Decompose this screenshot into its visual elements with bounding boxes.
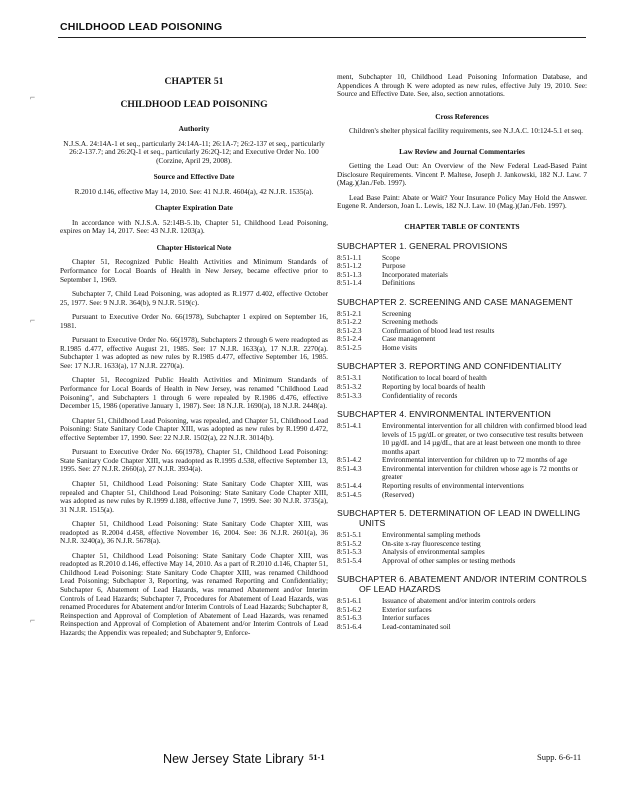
chapter-title: CHILDHOOD LEAD POISONING	[120, 99, 268, 110]
section-title: Approval of other samples or testing methods	[382, 555, 516, 565]
section-number: 8:51-3.2	[337, 382, 362, 392]
section-title: Screening methods	[382, 317, 438, 327]
section-list	[337, 422, 587, 499]
section-title: Purpose	[382, 261, 406, 271]
section-title: Case management	[382, 334, 436, 344]
section-list	[337, 310, 587, 353]
history-continued: ment, Subchapter 10, Childhood Lead Poisoning Information Database, and Appendices A through K were adopted as new rules, effective July 19, 2010. See: Source and Effective Date. See, also, section annotations.	[337, 72, 587, 99]
history-paragraph: Chapter 51, Recognized Public Health Activities and Minimum Standards of Performance for Local Boards of Health in New Jersey, was renamed "Childhood Lead Poisoning", and Subchapters 1 through 6 were repealed by R.1986 d.476, effective December 15, 1986 (operative January 1, 1987). See: 18 N.J.R. 1690(a), 18 N.J.R. 2448(a).	[60, 375, 328, 411]
section-row	[337, 491, 587, 500]
authority-text: N.J.S.A. 24:14A-1 et seq., particularly 24:14A-11; 26:1A-7; 26:2-137 et seq., particularly 26:2-137.7; and 26:2Q-1 et seq., particularly 26:2Q-12; and Executive Order No. 100 (Corzine, April 29, 2008).	[63, 138, 325, 165]
section-number: 8:51-2.2	[337, 317, 362, 327]
section-number: 8:51-2.5	[337, 342, 362, 352]
section-title: Lead-contaminated soil	[382, 621, 451, 631]
section-number: 8:51-6.3	[337, 613, 362, 623]
section-title: Environmental sampling methods	[382, 530, 481, 540]
section-number: 8:51-1.2	[337, 261, 362, 271]
section-title: Confidentiality of records	[382, 390, 458, 400]
section-number: 8:51-5.1	[337, 530, 362, 540]
section-row	[337, 310, 587, 319]
section-list	[337, 597, 587, 631]
section-number: 8:51-4.3	[337, 463, 362, 473]
section-title: Interior surfaces	[382, 613, 430, 623]
subchapter-heading: SUBCHAPTER 6. ABATEMENT AND/OR INTERIM CONTROLS OF LEAD HAZARDS	[337, 574, 587, 595]
subchapter-heading: SUBCHAPTER 1. GENERAL PROVISIONS	[337, 240, 508, 251]
section-number: 8:51-5.3	[337, 547, 362, 557]
law-review-item: Getting the Lead Out: An Overview of the New Federal Lead-Based Paint Disclosure Requirements. Vincent P. Maltese, Joseph J. Jankowski, 182 N.J. Law. 7 (Mag.)(Jan./Feb. 1997).	[337, 161, 587, 188]
section-title: Notification to local board of health	[382, 373, 487, 383]
subchapter-heading: SUBCHAPTER 5. DETERMINATION OF LEAD IN DWELLING UNITS	[337, 508, 581, 529]
section-row	[337, 383, 587, 392]
page-number: 51-1	[309, 752, 325, 762]
section-number: 8:51-4.4	[337, 480, 362, 490]
expiration-text: In accordance with N.J.S.A. 52:14B-5.1b, Chapter 51, Childhood Lead Poisoning, expires on May 14, 2017. See: 43 N.J.R. 1203(a).	[60, 217, 328, 236]
section-title: Environmental intervention for children up to 72 months of age	[382, 455, 568, 465]
section-title: Home visits	[382, 342, 418, 352]
subchapter-heading: SUBCHAPTER 2. SCREENING AND CASE MANAGEMENT	[337, 296, 573, 307]
section-number: 8:51-1.3	[337, 269, 362, 279]
section-number: 8:51-2.3	[337, 325, 362, 335]
section-row	[337, 279, 587, 288]
section-list	[337, 531, 587, 565]
history-paragraph: Chapter 51, Childhood Lead Poisoning: State Sanitary Code Chapter XIII, was readopted as R.2004 d.458, effective November 16, 2004. See: 36 N.J.R. 2601(a), 36 N.J.R. 3240(a), 36 N.J.R. 5678(a).	[60, 519, 328, 546]
section-row	[337, 614, 587, 623]
header-rule	[58, 37, 586, 38]
section-number: 8:51-6.4	[337, 621, 362, 631]
section-title: Reporting results of environmental interventions	[382, 480, 524, 490]
history-heading: Chapter Historical Note	[156, 242, 232, 252]
history-paragraph: Subchapter 7, Child Lead Poisoning, was adopted as R.1977 d.402, effective October 25, 1977. See: 9 N.J.R. 364(b), 9 N.J.R. 519(c).	[60, 289, 328, 307]
section-row	[337, 392, 587, 401]
section-row	[337, 327, 587, 336]
subchapter-heading: SUBCHAPTER 4. ENVIRONMENTAL INTERVENTION	[337, 409, 551, 420]
section-title: Confirmation of blood lead test results	[382, 325, 495, 335]
section-number: 8:51-5.4	[337, 555, 362, 565]
section-row	[337, 465, 587, 482]
cross-references-heading: Cross References	[435, 111, 489, 121]
section-title: Scope	[382, 252, 400, 262]
section-title: Exterior surfaces	[382, 604, 432, 614]
supplement-date: Supp. 6-6-11	[537, 752, 582, 762]
history-paragraph: Chapter 51, Childhood Lead Poisoning: State Sanitary Code Chapter XIII, was repealed and Chapter 51, Childhood Lead Poisoning: State Sanitary Code Chapter XIII, was adopted as new rules by R.1999 d.188, effective June 7, 1999. See: 30 N.J.R. 3735(a), 31 N.J.R. 1515(a).	[60, 478, 328, 514]
history-paragraph: Pursuant to Executive Order No. 66(1978), Chapter 51, Childhood Lead Poisoning: State Sanitary Code Chapter XIII, was readopted as R.1995 d.538, effective September 13, 1995. See: 27 N.J.R. 2660(a), 27 N.J.R. 3934(a).	[60, 447, 328, 474]
section-number: 8:51-6.1	[337, 596, 362, 606]
left-column	[60, 76, 328, 643]
section-number: 8:51-2.4	[337, 334, 362, 344]
section-number: 8:51-5.2	[337, 538, 362, 548]
section-list	[337, 254, 587, 288]
right-column	[337, 73, 587, 631]
expiration-heading: Chapter Expiration Date	[155, 203, 233, 213]
section-list	[337, 374, 587, 400]
section-number: 8:51-4.2	[337, 455, 362, 465]
section-title: On-site x-ray fluorescence testing	[382, 538, 481, 548]
section-number: 8:51-4.1	[337, 421, 362, 431]
section-row	[337, 482, 587, 491]
cross-references-text: Children's shelter physical facility requirements, see N.J.A.C. 10:124-5.1 et seq.	[349, 126, 583, 136]
section-row	[337, 557, 587, 566]
section-number: 8:51-6.2	[337, 604, 362, 614]
section-row	[337, 597, 587, 606]
subchapter-heading: SUBCHAPTER 3. REPORTING AND CONFIDENTIALITY	[337, 361, 562, 372]
section-row	[337, 422, 587, 456]
section-number: 8:51-1.4	[337, 278, 362, 288]
library-footer: New Jersey State Library	[163, 752, 304, 766]
source-heading: Source and Effective Date	[153, 172, 235, 182]
section-row	[337, 335, 587, 344]
history-paragraph: Chapter 51, Recognized Public Health Activities and Minimum Standards of Performance for Local Boards of Health in New Jersey, became effective prior to September 1, 1969.	[60, 257, 328, 284]
section-title: (Reserved)	[382, 489, 415, 499]
section-title: Environmental intervention for children whose age is 72 months or greater	[382, 463, 578, 482]
history-paragraph: Chapter 51, Childhood Lead Poisoning, was repealed, and Chapter 51, Childhood Lead Poisoning: State Sanitary Code Chapter XIII, was adopted as new rules by R.1990 d.472, effective September 17, 1990. See: 22 N.J.R. 1502(a), 22 N.J.R. 3014(b).	[60, 415, 328, 442]
margin-mark: ⌐	[30, 315, 36, 325]
section-title: Incorporated materials	[382, 269, 448, 279]
law-review-item: Lead Base Paint: Abate or Wait? Your Insurance Policy May Hold the Answer. Eugene R. Anderson, Joan L. Lewis, 182 N.J. Law. 10 (Mag.)(Jan./Feb. 1997).	[337, 192, 587, 211]
section-number: 8:51-4.5	[337, 489, 362, 499]
authority-heading: Authority	[178, 124, 210, 133]
section-title: Issuance of abatement and/or interim controls orders	[382, 596, 536, 606]
section-title: Screening	[382, 308, 412, 318]
section-title: Environmental intervention for all children with confirmed blood lead levels of 15 µg/dL or greater, or two consecutive test results between 10 µg/dL and 14 µg/dL, that are at least between one month to three months apart	[382, 421, 587, 456]
history-paragraph: Pursuant to Executive Order No. 66(1978), Subchapter 1 expired on September 16, 1981.	[60, 312, 328, 330]
section-title: Definitions	[382, 278, 415, 288]
section-row	[337, 262, 587, 271]
law-review-heading: Law Review and Journal Commentaries	[399, 146, 525, 156]
section-title: Reporting by local boards of health	[382, 382, 486, 392]
running-header: CHILDHOOD LEAD POISONING	[60, 21, 223, 33]
chapter-number: CHAPTER 51	[164, 76, 224, 87]
section-title: Analysis of environmental samples	[382, 547, 485, 557]
table-of-contents	[337, 241, 587, 632]
history-paragraph: Pursuant to Executive Order No. 66(1978), Subchapters 2 through 6 were readopted as R.1985 d.477, effective August 21, 1985. See: 17 N.J.R. 1633(a), 17 N.J.R. 2270(a). Subchapter 1 was adopted as new rules by R.1985 d.477, effective September 16, 1985. See: 17 N.J.R. 1633(a), 17 N.J.R. 2270(a).	[60, 335, 328, 370]
section-row	[337, 606, 587, 615]
section-row	[337, 254, 587, 263]
toc-heading: CHAPTER TABLE OF CONTENTS	[404, 222, 520, 232]
section-number: 8:51-3.3	[337, 390, 362, 400]
section-number: 8:51-1.1	[337, 252, 362, 262]
section-row	[337, 623, 587, 632]
margin-mark: ⌐	[30, 615, 36, 625]
history-paragraph: Chapter 51, Childhood Lead Poisoning: State Sanitary Code Chapter XIII, was readopted as R.2010 d.146, effective May 14, 2010. As a part of R.2010 d.146, Chapter 51, Childhood Lead Poisoning: State Sanitary Code Chapter XIII, was renamed Childhood Lead Poisoning; Subchapter 3, Reporting, was renamed Reporting and Confidentiality; Subchapter 6, Abatement of Lead Hazards, was renamed Abatement and/or Interim Controls of Lead Hazards; Subchapter 7, Procedures for Abatement of Lead Hazards, was renamed Procedures for Abatement and/or Interim Controls of Lead Hazards; Subchapter 8, Reinspection and Approval of Completion of Abatement of Lead Hazards, was renamed Reinspection and Approval of Completion of Abatement and/or Interim Controls of Lead Hazards; the Appendix was repealed; and Subchapter 9, Enforce-	[60, 550, 328, 637]
section-number: 8:51-3.1	[337, 373, 362, 383]
section-row	[337, 344, 587, 353]
section-row	[337, 271, 587, 280]
source-text: R.2010 d.146, effective May 14, 2010. See: 41 N.J.R. 4604(a), 42 N.J.R. 1535(a).	[74, 186, 314, 196]
section-number: 8:51-2.1	[337, 308, 362, 318]
margin-mark: ⌐	[30, 92, 36, 102]
